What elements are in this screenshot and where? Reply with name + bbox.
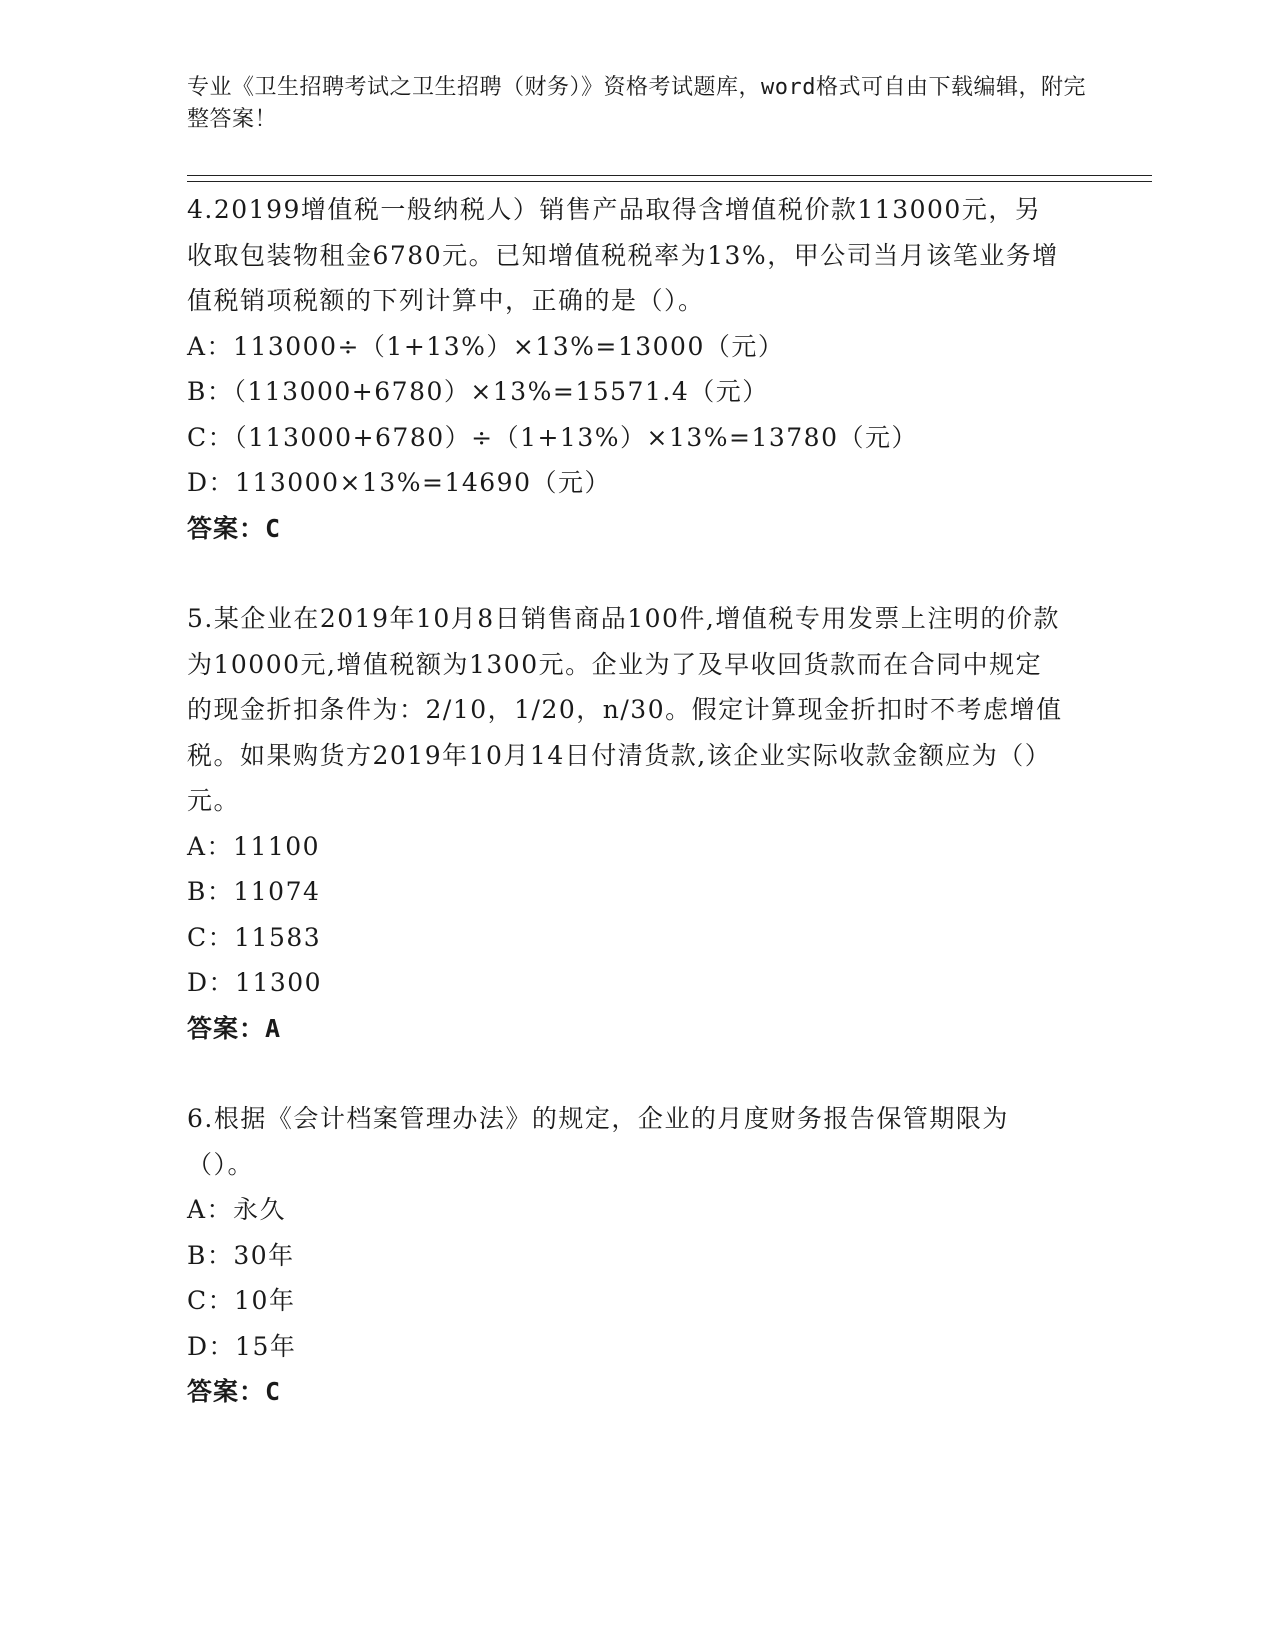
option-b: B：30年 — [187, 1240, 295, 1270]
question-6 — [187, 1096, 1067, 1415]
option-d: D：11300 — [187, 968, 323, 997]
question-stem: 4.20199增值税一般纳税人）销售产品取得含增值税价款113000元，另收取包装物租金6780元。已知增值税税率为13%，甲公司当月该笔业务增值税销项税额的下列计算中，正确的是（）。 — [187, 195, 1059, 315]
header-divider-bottom — [187, 181, 1152, 182]
answer-line: 答案：C — [187, 1377, 282, 1406]
option-c: C：10年 — [187, 1286, 296, 1315]
answer-line: 答案：C — [187, 513, 282, 543]
option-b: B：（113000+6780）×13%=15571.4（元） — [187, 377, 769, 406]
option-a: A：11100 — [187, 831, 321, 861]
option-d: D：113000×13%=14690（元） — [187, 468, 611, 497]
header-divider-top — [187, 175, 1152, 176]
question-5 — [187, 596, 1067, 1052]
question-4 — [187, 187, 1067, 552]
option-c: C：11583 — [187, 922, 322, 952]
option-c: C：（113000+6780）÷（1+13%）×13%=13780（元） — [187, 422, 918, 452]
answer-line: 答案：A — [187, 1013, 282, 1043]
question-stem: 5.某企业在2019年10月8日销售商品100件,增值税专用发票上注明的价款为10000元,增值税额为1300元。企业为了及早收回货款而在合同中规定的现金折扣条件为：2/10，1/20，n/30。假定计算现金折扣时不考虑增值税。如果购货方2019年10月14日付清货款,该企业实际收款金额应为（）元。 — [187, 604, 1063, 815]
question-stem: 6.根据《会计档案管理办法》的规定，企业的月度财务报告保管期限为（）。 — [187, 1104, 1009, 1179]
option-b: B：11074 — [187, 877, 321, 906]
option-a: A：113000÷（1+13%）×13%=13000（元） — [187, 331, 785, 361]
document-header: 专业《卫生招聘考试之卫生招聘（财务）》资格考试题库，word格式可自由下载编辑，附完整答案！ — [187, 75, 1086, 132]
option-a: A：永久 — [187, 1195, 287, 1224]
option-d: D：15年 — [187, 1331, 297, 1361]
